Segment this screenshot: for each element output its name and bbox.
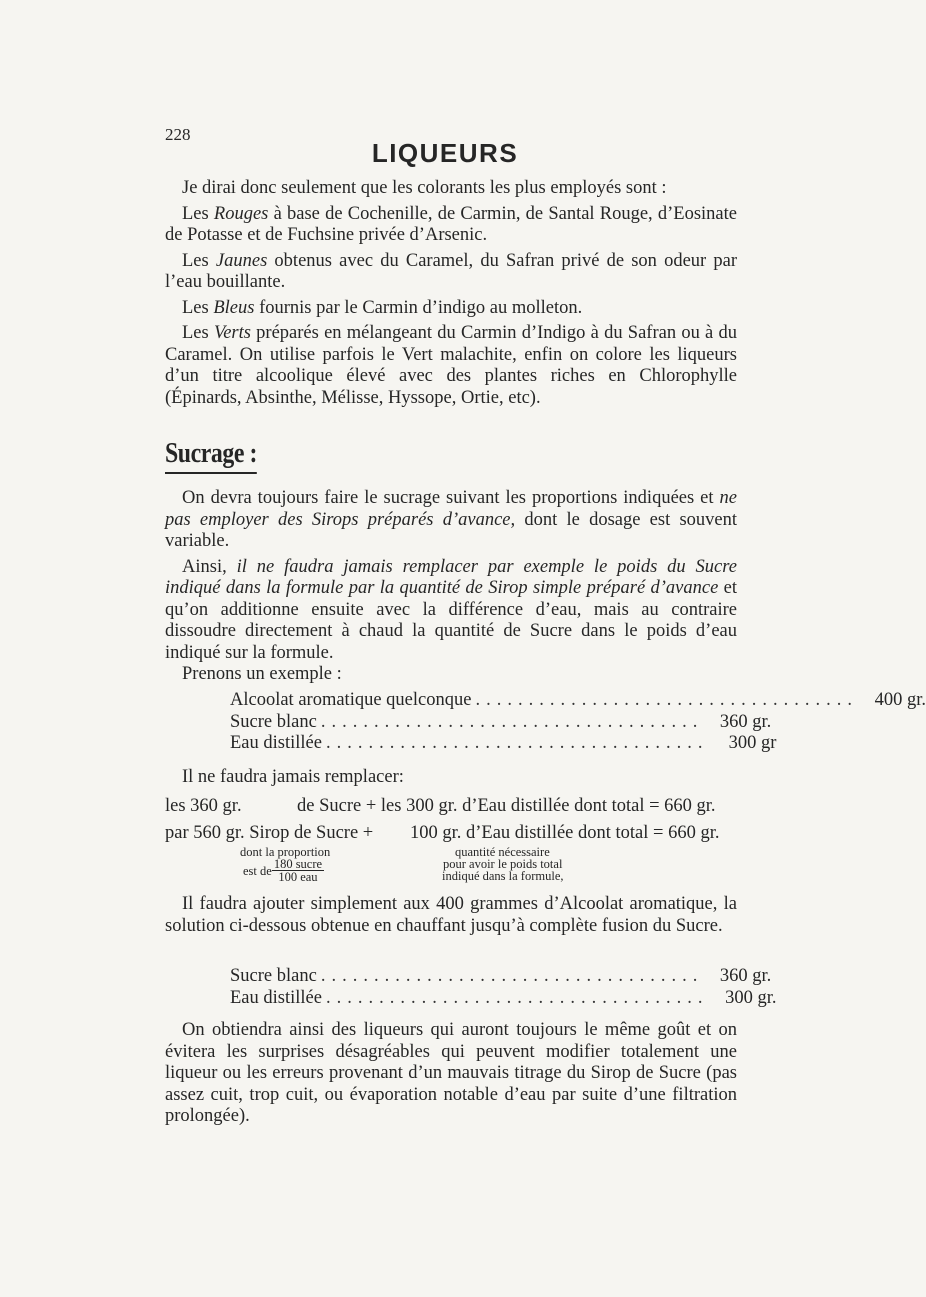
paragraph-bleus: Les Bleus fournis par le Carmin d’indigo au molleton.: [182, 297, 583, 318]
paragraph-conclusion: On obtiendra ainsi des liqueurs qui auront toujours le même goût et on évitera les surprises désagréables qui peuvent modifier totalement une liqueur ou les erreurs provenant d’un mauvais titrage du Sirop de Sucre (pas assez cuit, trop cuit, ou évaporation notable d’eau par suite d’une filtration prolongée).: [165, 1020, 737, 1126]
colorants-block: [165, 178, 737, 409]
recipe-example: [230, 690, 926, 755]
paragraph-intro: Je dirai donc seulement que les colorants les plus employés sont :: [182, 178, 667, 198]
section-heading: Sucrage :: [165, 438, 257, 474]
recipe-row: Eau distillée .................................... 300 gr: [230, 733, 777, 753]
recipe-row: Sucre blanc .................................... 360 gr.: [230, 966, 772, 986]
paragraph-ajouter: Il faudra ajouter simplement aux 400 grammes d’Alcoolat aromatique, la solution ci-dessous obtenue en chauffant jusqu’à complète fusion du Sucre.: [165, 894, 737, 936]
recipe-row: Eau distillée .................................... 300 gr.: [230, 987, 777, 1008]
conclusion-block: [165, 1020, 737, 1128]
compare-row2-right: 100 gr. d’Eau distillée dont total = 660 gr.: [410, 823, 720, 843]
note-quantite: quantité nécessaire: [455, 845, 550, 859]
ajouter-block: [165, 894, 737, 937]
paragraph-exemple: Prenons un exemple :: [182, 664, 342, 684]
page-number: 228: [165, 125, 191, 144]
paragraph-jaunes: Les Jaunes obtenus avec du Caramel, du Safran privé de son odeur par l’eau bouillante.: [165, 250, 738, 292]
paragraph-ainsi: Ainsi, il ne faudra jamais remplacer par exemple le poids du Sucre indiqué dans la formule par la quantité de Sirop simple préparé d’avance et qu’on additionne ensuite avec la différence d’eau, mais au contraire dissoudre directement à chaud la quantité de Sucre dans le poids d’eau indiqué sur la formule.: [165, 556, 737, 663]
paragraph-verts: Les Verts préparés en mélangeant du Carmin d’Indigo à du Safran ou à du Caramel. On utilise parfois le Vert malachite, enfin on colore les liqueurs d’un titre alcoolique élevé avec des plantes riches en Chlorophylle (Épinards, Absinthe, Mélisse, Hyssope, Ortie, etc).: [165, 323, 737, 408]
compare-row1-left: les 360 gr.: [165, 796, 242, 816]
note-proportion: dont la proportion: [240, 845, 331, 859]
recipe-solution: [230, 966, 777, 1009]
compare-row2-left: par 560 gr. Sirop de Sucre +: [165, 823, 374, 843]
note-poids: pour avoir le poids total: [443, 857, 563, 871]
note-fraction: est de $\frac{\text{180 sucre}}{\text{100 eau}}$: [243, 857, 323, 884]
sucrage-block: [165, 488, 737, 686]
paragraph-proportions: On devra toujours faire le sucrage suivant les proportions indiquées et ne pas employer des Sirops préparés d’avance, dont le dosage est souvent variable.: [165, 488, 737, 551]
paragraph-remplacer: Il ne faudra jamais remplacer:: [182, 767, 404, 787]
recipe-row: Alcoolat aromatique quelconque .................................... 400 gr.: [230, 690, 926, 710]
running-title: LIQUEURS: [371, 138, 519, 168]
note-formule: indiqué dans la formule,: [442, 869, 564, 883]
compare-row1-right: de Sucre + les 300 gr. d’Eau distillée dont total = 660 gr.: [297, 796, 716, 816]
recipe-row: Sucre blanc .................................... 360 gr.: [230, 711, 772, 732]
proportion-fraction: $\frac{\text{180 sucre}}{\text{100 eau}}$: [273, 857, 323, 884]
paragraph-rouges: Les Rouges à base de Cochenille, de Carmin, de Santal Rouge, d’Eosinate de Potasse et de Fuchsine privée d’Arsenic.: [165, 203, 737, 245]
